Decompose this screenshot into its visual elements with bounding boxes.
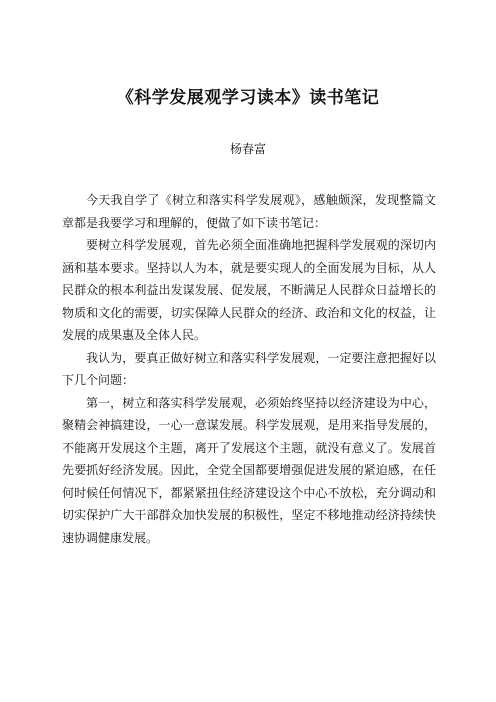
- body-paragraph: 要树立科学发展观，首先必须全面准确地把握科学发展观的深切内涵和基本要求。坚持以人为本，就是要实现人的全面发展为目标，从人民群众的根本利益出发谋发展、促发展，不断满足人民群众日益增长的物质和文化的需要，切实保障人民群众的经济、政治和文化的权益，让发展的成果惠及全体人民。: [62, 238, 436, 342]
- document-body: [62, 189, 436, 549]
- body-paragraph: 今天我自学了《树立和落实科学发展观》，感触颇深，发现整篇文章都是我要学习和理解的，便做了如下读书笔记：: [62, 193, 436, 230]
- body-paragraph: 第一，树立和落实科学发展观，必须始终坚持以经济建设为中心，聚精会神搞建设，一心一意谋发展。科学发展观，是用来指导发展的，不能离开发展这个主题，离开了发展这个主题，就没有意义了。发展首先要抓好经济发展。因此，全党全国都要增强促进发展的紧迫感，在任何时候任何情况下，都紧紧扭住经济建设这个中心不放松，充分调动和切实保护广大干部群众加快发展的积极性，坚定不移地推动经济持续快速协调健康发展。: [62, 395, 436, 545]
- document-title: 《科学发展观学习读本》读书笔记: [116, 88, 380, 108]
- author-name: 杨春富: [229, 142, 266, 156]
- body-paragraph: 我认为，要真正做好树立和落实科学发展观，一定要注意把握好以下几个问题：: [62, 350, 436, 387]
